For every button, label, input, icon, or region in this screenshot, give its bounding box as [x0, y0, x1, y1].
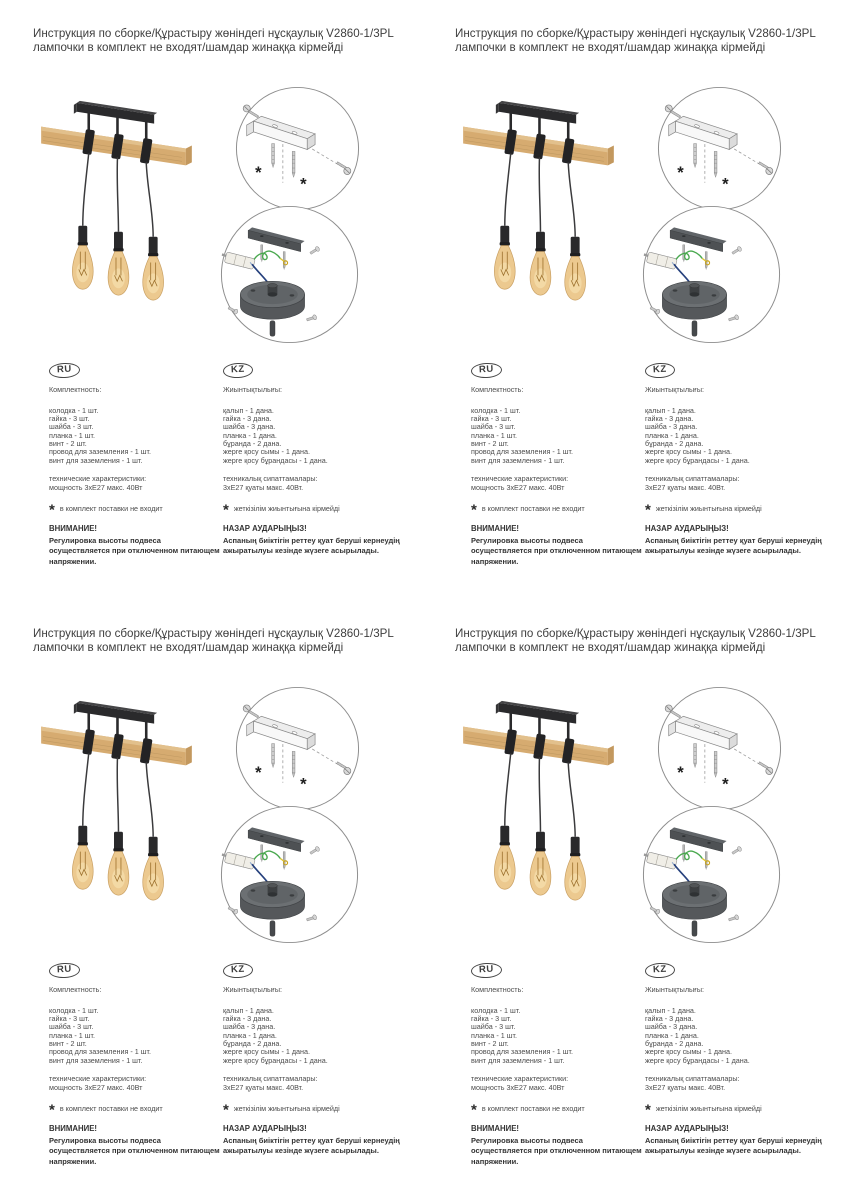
asterisk-marker: * — [722, 774, 729, 794]
warning-title: НАЗАР АУДАРЫҢЫЗ! — [223, 524, 307, 534]
list-item: шайба - 3 шт. — [49, 422, 94, 432]
list-item: шайба - 3 шт. — [471, 422, 516, 432]
list-item: қалып - 1 дана. — [645, 1005, 696, 1015]
ru-badge: RU — [49, 962, 80, 978]
ru-warning — [471, 1125, 643, 1166]
footnote-text: жеткізілім жиынтығына кірмейді — [655, 503, 762, 513]
warning-title: ВНИМАНИЕ! — [471, 524, 520, 534]
asterisk-marker: * — [645, 1101, 651, 1119]
kz-warning — [645, 525, 827, 556]
list-item: жерге қосу сымы - 1 дана. — [223, 1047, 310, 1057]
list-item: жерге қосу бұрандасы - 1 дана. — [645, 455, 750, 465]
wall-anchor-icon — [272, 144, 275, 168]
asterisk-marker: * — [722, 174, 729, 194]
list-item: гайка - 3 дана. — [645, 414, 694, 424]
kz-tech-specs — [223, 474, 405, 493]
title-line-2: лампочки в комплект не входят/шамдар жинаққа кірмейді — [33, 41, 344, 55]
lamp-illustration — [455, 687, 619, 917]
warning-body: Регулировка высоты подвеса осуществляется при отключенном питающем напряжении. — [49, 536, 220, 566]
list-item: гайка - 3 шт. — [471, 1014, 512, 1024]
list-item: гайка - 3 шт. — [471, 414, 512, 424]
wall-anchor-icon — [272, 744, 275, 768]
tech-value: 3хЕ27 қуаты макс. 40Вт. — [645, 483, 726, 493]
kz-section — [223, 963, 405, 1157]
kz-heading: Жиынтықтылығы: — [223, 984, 282, 994]
list-item: планка - 1 шт. — [471, 1030, 517, 1040]
list-item: колодка - 1 шт. — [471, 405, 521, 415]
tech-heading: технические характеристики: — [471, 1073, 569, 1083]
ru-badge: RU — [471, 362, 502, 378]
kz-tech-specs — [223, 1074, 405, 1093]
footnote-text: жеткізілім жиынтығына кірмейді — [233, 503, 340, 513]
tech-value: 3хЕ27 қуаты макс. 40Вт. — [645, 1083, 726, 1093]
kz-badge: KZ — [223, 962, 253, 978]
title-line-2: лампочки в комплект не входят/шамдар жинаққа кірмейді — [33, 641, 344, 655]
ru-tech-specs — [471, 474, 643, 493]
title-line-1: Инструкция по сборке/Құрастыру жөніндегі нұсқаулық V2860-1/3PL — [455, 27, 816, 40]
lamp-illustration — [33, 687, 197, 917]
title-line-1: Инструкция по сборке/Құрастыру жөніндегі нұсқаулық V2860-1/3PL — [455, 627, 816, 640]
tech-value: 3хЕ27 қуаты макс. 40Вт. — [223, 483, 304, 493]
kz-badge: KZ — [645, 962, 675, 978]
list-item: шайба - 3 шт. — [49, 1022, 94, 1032]
wiring-canopy-diagram — [219, 804, 360, 945]
instruction-card — [33, 25, 420, 600]
bulb — [108, 232, 129, 295]
list-item: винт для заземления - 1 шт. — [49, 455, 143, 465]
lamp-ceiling-bar — [74, 101, 157, 124]
list-item: винт - 2 шт. — [471, 1038, 509, 1048]
ru-footnote — [471, 1101, 643, 1119]
list-item: жерге қосу сымы - 1 дана. — [645, 447, 732, 457]
ru-heading: Комплектность: — [471, 984, 524, 994]
warning-title: НАЗАР АУДАРЫҢЫЗ! — [645, 524, 729, 534]
bulb — [72, 226, 93, 289]
ru-badge: RU — [49, 362, 80, 378]
ru-parts-list — [471, 407, 643, 465]
list-item: планка - 1 дана. — [223, 1030, 277, 1040]
footnote-text: в комплект поставки не входит — [481, 503, 585, 513]
ru-section — [49, 963, 221, 1167]
pendant-cables — [505, 753, 575, 836]
list-item: провод для заземления - 1 шт. — [471, 1047, 574, 1057]
ru-warning — [471, 525, 643, 566]
warning-body: Аспаның биіктігін реттеу қуат беруші кернеудің ажыратылуы кезінде жүзеге асырылады. — [645, 1136, 822, 1156]
mounting-bracket-diagram — [656, 685, 783, 812]
list-item: провод для заземления - 1 шт. — [49, 447, 152, 457]
list-item: винт - 2 шт. — [49, 1038, 87, 1048]
bulb — [565, 837, 586, 900]
list-item: колодка - 1 шт. — [49, 405, 99, 415]
kz-footnote — [223, 501, 405, 519]
bulb — [565, 237, 586, 300]
list-item: гайка - 3 дана. — [223, 414, 272, 424]
kz-footnote — [645, 1101, 827, 1119]
pendant-cables — [83, 753, 153, 836]
list-item: қалып - 1 дана. — [223, 1005, 274, 1015]
warning-body: Аспаның биіктігін реттеу қуат беруші кернеудің ажыратылуы кезінде жүзеге асырылады. — [645, 536, 822, 556]
asterisk-marker: * — [471, 501, 477, 519]
list-item: винт для заземления - 1 шт. — [49, 1055, 143, 1065]
lamp-ceiling-bar — [496, 101, 579, 124]
ru-tech-specs — [49, 474, 221, 493]
warning-title: ВНИМАНИЕ! — [49, 524, 98, 534]
ru-section — [471, 363, 643, 567]
ru-heading: Комплектность: — [49, 984, 102, 994]
bulb — [494, 226, 515, 289]
bulb — [530, 832, 551, 895]
ru-tech-specs — [471, 1074, 643, 1093]
title-line-1: Инструкция по сборке/Құрастыру жөніндегі нұсқаулық V2860-1/3PL — [33, 27, 394, 40]
ru-heading: Комплектность: — [49, 384, 102, 394]
wall-anchor-icon — [292, 151, 295, 177]
tech-heading: технические характеристики: — [49, 473, 147, 483]
pendant-cables — [83, 153, 153, 236]
footnote-text: жеткізілім жиынтығына кірмейді — [233, 1103, 340, 1113]
warning-title: ВНИМАНИЕ! — [471, 1124, 520, 1134]
footnote-text: в комплект поставки не входит — [481, 1103, 585, 1113]
list-item: планка - 1 шт. — [49, 430, 95, 440]
list-item: қалып - 1 дана. — [645, 405, 696, 415]
list-item: шайба - 3 дана. — [223, 1022, 276, 1032]
ru-badge: RU — [471, 962, 502, 978]
kz-tech-specs — [645, 1074, 827, 1093]
asterisk-marker: * — [471, 1101, 477, 1119]
card-title — [455, 27, 816, 56]
list-item: жерге қосу сымы - 1 дана. — [645, 1047, 732, 1057]
wiring-canopy-diagram — [641, 804, 782, 945]
list-item: провод для заземления - 1 шт. — [49, 1047, 152, 1057]
list-item: колодка - 1 шт. — [471, 1005, 521, 1015]
asterisk-marker: * — [49, 1101, 55, 1119]
asterisk-marker: * — [223, 1101, 229, 1119]
tech-value: мощность 3хЕ27 макс. 40Вт — [471, 483, 565, 493]
wall-anchor-icon — [694, 144, 697, 168]
list-item: гайка - 3 шт. — [49, 1014, 90, 1024]
ru-warning — [49, 525, 221, 566]
wiring-canopy-diagram — [219, 204, 360, 345]
warning-title: ВНИМАНИЕ! — [49, 1124, 98, 1134]
list-item: колодка - 1 шт. — [49, 1005, 99, 1015]
asterisk-marker: * — [645, 501, 651, 519]
wall-anchor-icon — [694, 744, 697, 768]
warning-title: НАЗАР АУДАРЫҢЫЗ! — [645, 1124, 729, 1134]
wall-anchor-icon — [292, 751, 295, 777]
list-item: бұранда - 2 дана. — [223, 438, 282, 448]
asterisk-marker: * — [49, 501, 55, 519]
tech-value: мощность 3хЕ27 макс. 40Вт — [49, 483, 143, 493]
bulb — [72, 826, 93, 889]
warning-body: Регулировка высоты подвеса осуществляется при отключенном питающем напряжении. — [471, 536, 642, 566]
list-item: винт - 2 шт. — [49, 438, 87, 448]
bulb — [143, 837, 164, 900]
kz-footnote — [645, 501, 827, 519]
kz-warning — [223, 525, 405, 556]
bulb — [494, 826, 515, 889]
card-title — [33, 627, 394, 656]
list-item: бұранда - 2 дана. — [223, 1038, 282, 1048]
kz-section — [645, 363, 827, 557]
tech-heading: техникалық сипаттамалары: — [223, 473, 318, 483]
asterisk-marker: * — [300, 174, 307, 194]
ru-footnote — [471, 501, 643, 519]
lamp-ceiling-bar — [496, 701, 579, 724]
list-item: шайба - 3 шт. — [471, 1022, 516, 1032]
list-item: бұранда - 2 дана. — [645, 438, 704, 448]
tech-heading: техникалық сипаттамалары: — [645, 473, 740, 483]
list-item: винт для заземления - 1 шт. — [471, 455, 565, 465]
kz-parts-list — [223, 407, 405, 465]
asterisk-marker: * — [255, 162, 262, 182]
list-item: жерге қосу бұрандасы - 1 дана. — [645, 1055, 750, 1065]
tech-value: 3хЕ27 қуаты макс. 40Вт. — [223, 1083, 304, 1093]
bulb — [143, 237, 164, 300]
list-item: планка - 1 дана. — [645, 430, 699, 440]
instruction-card — [455, 625, 842, 1200]
tech-heading: техникалық сипаттамалары: — [645, 1073, 740, 1083]
ru-parts-list — [49, 1007, 221, 1065]
title-line-2: лампочки в комплект не входят/шамдар жинаққа кірмейді — [455, 41, 766, 55]
list-item: планка - 1 дана. — [645, 1030, 699, 1040]
tech-value: мощность 3хЕ27 макс. 40Вт — [49, 1083, 143, 1093]
kz-heading: Жиынтықтылығы: — [223, 384, 282, 394]
pendant-cables — [505, 153, 575, 236]
kz-parts-list — [223, 1007, 405, 1065]
list-item: винт для заземления - 1 шт. — [471, 1055, 565, 1065]
list-item: планка - 1 дана. — [223, 430, 277, 440]
asterisk-marker: * — [255, 762, 262, 782]
card-title — [33, 27, 394, 56]
ru-footnote — [49, 501, 221, 519]
kz-section — [645, 963, 827, 1157]
tech-value: мощность 3хЕ27 макс. 40Вт — [471, 1083, 565, 1093]
mounting-bracket-diagram — [656, 85, 783, 212]
lamp-illustration — [455, 87, 619, 317]
wiring-canopy-diagram — [641, 204, 782, 345]
asterisk-marker: * — [223, 501, 229, 519]
ru-tech-specs — [49, 1074, 221, 1093]
footnote-text: в комплект поставки не входит — [59, 503, 163, 513]
wall-anchor-icon — [714, 151, 717, 177]
ru-section — [471, 963, 643, 1167]
title-line-2: лампочки в комплект не входят/шамдар жинаққа кірмейді — [455, 641, 766, 655]
asterisk-marker: * — [677, 762, 684, 782]
kz-heading: Жиынтықтылығы: — [645, 984, 704, 994]
kz-footnote — [223, 1101, 405, 1119]
instruction-card — [33, 625, 420, 1200]
warning-body: Аспаның биіктігін реттеу қуат беруші кернеудің ажыратылуы кезінде жүзеге асырылады. — [223, 1136, 400, 1156]
kz-parts-list — [645, 407, 827, 465]
list-item: гайка - 3 дана. — [645, 1014, 694, 1024]
list-item: қалып - 1 дана. — [223, 405, 274, 415]
lamp-ceiling-bar — [74, 701, 157, 724]
ru-heading: Комплектность: — [471, 384, 524, 394]
list-item: планка - 1 шт. — [471, 430, 517, 440]
list-item: гайка - 3 дана. — [223, 1014, 272, 1024]
list-item: провод для заземления - 1 шт. — [471, 447, 574, 457]
warning-body: Регулировка высоты подвеса осуществляется при отключенном питающем напряжении. — [49, 1136, 220, 1166]
kz-parts-list — [645, 1007, 827, 1065]
list-item: жерге қосу бұрандасы - 1 дана. — [223, 1055, 328, 1065]
kz-warning — [645, 1125, 827, 1156]
list-item: винт - 2 шт. — [471, 438, 509, 448]
kz-section — [223, 363, 405, 557]
mounting-bracket-diagram — [234, 85, 361, 212]
ru-warning — [49, 1125, 221, 1166]
list-item: жерге қосу бұрандасы - 1 дана. — [223, 455, 328, 465]
wall-anchor-icon — [714, 751, 717, 777]
kz-tech-specs — [645, 474, 827, 493]
list-item: гайка - 3 шт. — [49, 414, 90, 424]
kz-badge: KZ — [223, 362, 253, 378]
ru-parts-list — [471, 1007, 643, 1065]
footnote-text: жеткізілім жиынтығына кірмейді — [655, 1103, 762, 1113]
title-line-1: Инструкция по сборке/Құрастыру жөніндегі нұсқаулық V2860-1/3PL — [33, 627, 394, 640]
kz-warning — [223, 1125, 405, 1156]
warning-title: НАЗАР АУДАРЫҢЫЗ! — [223, 1124, 307, 1134]
list-item: бұранда - 2 дана. — [645, 1038, 704, 1048]
bulb — [530, 232, 551, 295]
ru-parts-list — [49, 407, 221, 465]
tech-heading: техникалық сипаттамалары: — [223, 1073, 318, 1083]
kz-heading: Жиынтықтылығы: — [645, 384, 704, 394]
list-item: шайба - 3 дана. — [645, 1022, 698, 1032]
tech-heading: технические характеристики: — [471, 473, 569, 483]
kz-badge: KZ — [645, 362, 675, 378]
tech-heading: технические характеристики: — [49, 1073, 147, 1083]
footnote-text: в комплект поставки не входит — [59, 1103, 163, 1113]
instruction-card — [455, 25, 842, 600]
list-item: шайба - 3 дана. — [223, 422, 276, 432]
warning-body: Регулировка высоты подвеса осуществляется при отключенном питающем напряжении. — [471, 1136, 642, 1166]
asterisk-marker: * — [300, 774, 307, 794]
ru-section — [49, 363, 221, 567]
card-title — [455, 627, 816, 656]
warning-body: Аспаның биіктігін реттеу қуат беруші кернеудің ажыратылуы кезінде жүзеге асырылады. — [223, 536, 400, 556]
list-item: планка - 1 шт. — [49, 1030, 95, 1040]
list-item: шайба - 3 дана. — [645, 422, 698, 432]
bulb — [108, 832, 129, 895]
ru-footnote — [49, 1101, 221, 1119]
list-item: жерге қосу сымы - 1 дана. — [223, 447, 310, 457]
lamp-illustration — [33, 87, 197, 317]
mounting-bracket-diagram — [234, 685, 361, 812]
asterisk-marker: * — [677, 162, 684, 182]
